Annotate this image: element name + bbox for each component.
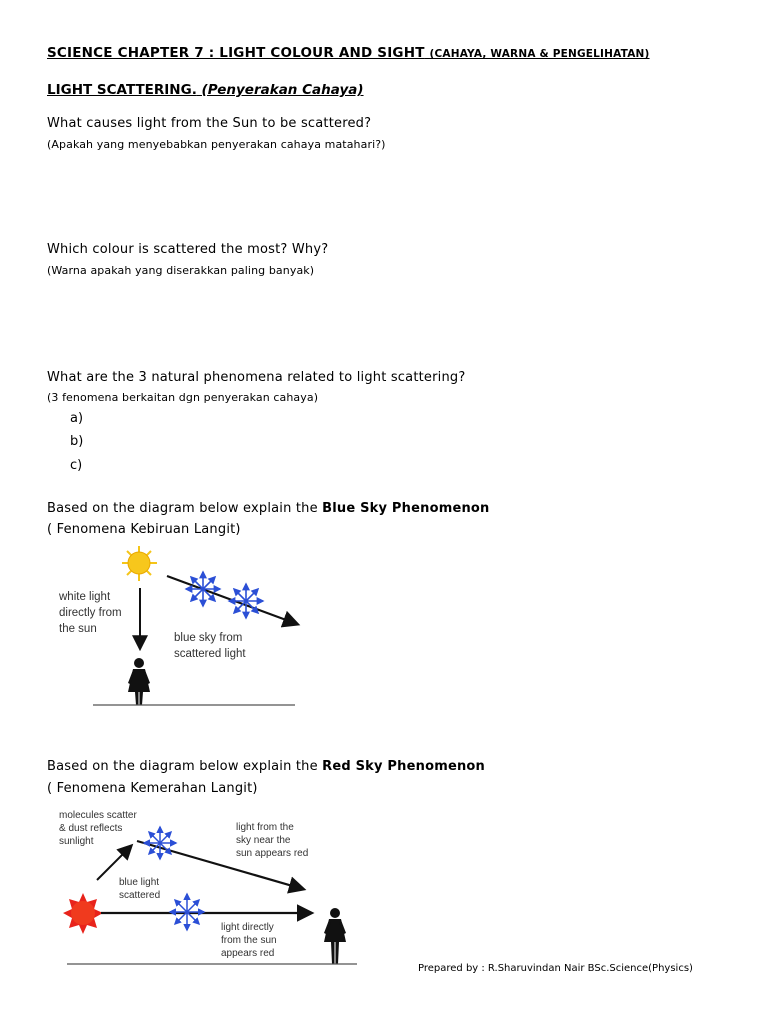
blue-sky-malay: ( Fenomena Kebiruan Langit) [47,522,241,537]
label-directly-from: directly from [59,607,122,619]
blue-sky-prompt: Based on the diagram below explain the [47,501,318,516]
red-sky-emphasis: Red Sky Phenomenon [322,759,486,774]
option-c: c) [70,458,83,473]
label-scattered: scattered [119,890,161,901]
red-sky-prompt: Based on the diagram below explain the [47,759,318,774]
scatter-burst-icon [186,572,220,606]
section-heading-malay: (Penyerakan Cahaya) [201,82,364,98]
question-2-malay: (Warna apakah yang diserakkan paling banyak) [47,264,315,277]
question-3-malay: (3 fenomena berkaitan dgn penyerakan cahaya) [47,391,319,404]
label-blue-sky: blue sky from [174,632,243,644]
arrow-up-to-molecules [97,846,131,880]
red-sky-diagram [0,800,768,970]
label-appears-red: appears red [221,948,275,959]
scatter-burst-icon [170,894,204,930]
label-white-light: white light [59,591,111,603]
sunlight-path-arrow [167,576,297,624]
person-icon [324,908,346,964]
scatter-burst-icon [144,827,176,859]
question-2: Which colour is scattered the most? Why? [47,242,329,257]
label-from-the-sun: from the sun [221,935,277,946]
question-1-malay: (Apakah yang menyebabkan penyerakan cahaya matahari?) [47,138,386,151]
page-title [47,45,650,61]
option-a: a) [70,411,84,426]
red-sun-icon [63,893,103,934]
label-sunlight: sunlight [59,836,94,847]
blue-sky-question [47,501,490,516]
label-sky-near-the: sky near the [236,835,291,846]
label-sun-appears-red: sun appears red [236,848,309,859]
label-dust-reflects: & dust reflects [59,823,123,834]
blue-sky-diagram [0,540,768,720]
label-molecules-scatter: molecules scatter [59,810,137,821]
yellow-sun-icon [122,546,157,581]
blue-sky-emphasis: Blue Sky Phenomenon [322,501,490,516]
section-heading [47,82,364,98]
option-b: b) [70,434,84,449]
label-light-from-the: light from the [236,822,294,833]
section-heading-english: LIGHT SCATTERING. [47,82,197,98]
question-1: What causes light from the Sun to be scattered? [47,116,372,131]
label-the-sun: the sun [59,623,97,635]
footer-credit: Prepared by : R.Sharuvindan Nair BSc.Science(Physics) [418,963,693,974]
label-blue-light: blue light [119,877,160,888]
person-icon [128,658,150,705]
red-sky-question [47,759,485,774]
label-scattered-light: scattered light [174,648,246,660]
title-malay: (CAHAYA, WARNA & PENGELIHATAN) [429,48,650,60]
red-sky-malay: ( Fenomena Kemerahan Langit) [47,781,258,796]
label-light-directly: light directly [221,922,274,933]
scatter-burst-icon [229,584,263,618]
title-english: SCIENCE CHAPTER 7 : LIGHT COLOUR AND SIGHT [47,45,425,61]
question-3: What are the 3 natural phenomena related to light scattering? [47,370,466,385]
